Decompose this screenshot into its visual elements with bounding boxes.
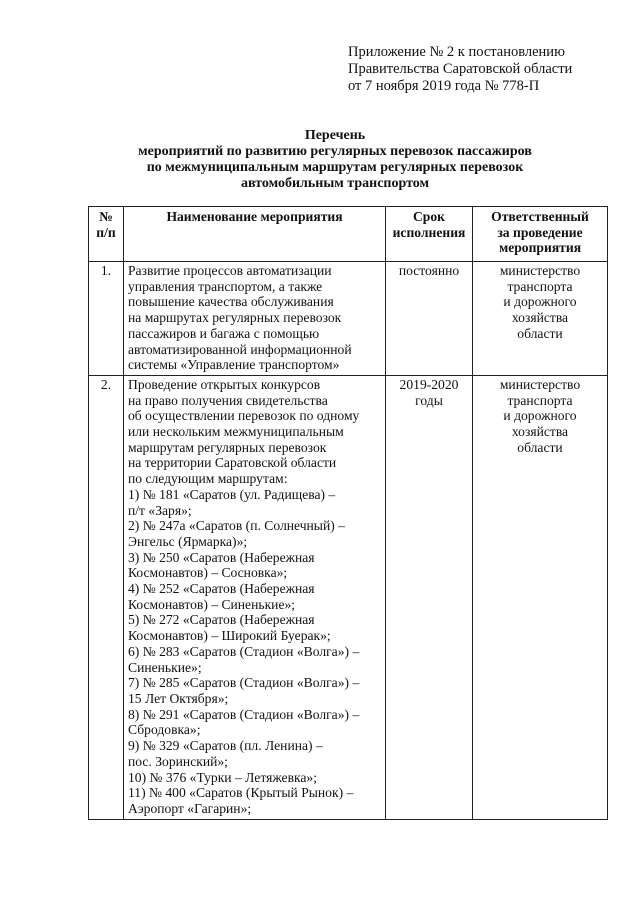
cell-line: Космонавтов) – Широкий Буерак»; bbox=[128, 628, 331, 644]
header-term bbox=[386, 207, 473, 262]
cell-line: 2) № 247а «Саратов (п. Солнечный) – bbox=[128, 518, 345, 534]
cell-line: на территории Саратовской области bbox=[128, 455, 337, 471]
cell-line: п/т «Заря»; bbox=[128, 502, 192, 518]
cell-line: постоянно bbox=[398, 263, 460, 278]
cell-line: на маршрутах регулярных перевозок bbox=[128, 310, 342, 326]
cell-line: Развитие процессов автоматизации bbox=[128, 263, 332, 278]
cell-line: Синенькие»; bbox=[128, 659, 202, 675]
cell-line: № bbox=[99, 209, 113, 224]
cell-line: годы bbox=[415, 392, 443, 408]
row-number: 2. bbox=[89, 375, 124, 819]
event-name bbox=[124, 262, 386, 376]
cell-line: области bbox=[517, 439, 563, 455]
title-line: мероприятий по развитию регулярных перевозок пассажиров bbox=[138, 144, 532, 159]
cell-line: 10) № 376 «Турки – Летяжевка»; bbox=[128, 769, 318, 785]
title-line: автомобильным транспортом bbox=[240, 176, 430, 191]
cell-line: хозяйства bbox=[511, 424, 569, 440]
document-title bbox=[100, 128, 570, 192]
cell-line: об осуществлении перевозок по одному bbox=[128, 408, 360, 424]
cell-line: 6) № 283 «Саратов (Стадион «Волга») – bbox=[128, 643, 360, 659]
cell-line: министерство bbox=[499, 376, 581, 392]
cell-line: 1) № 181 «Саратов (ул. Радищева) – bbox=[128, 486, 336, 502]
cell-line: автоматизированной информационной bbox=[128, 341, 352, 357]
cell-line: 5) № 272 «Саратов (Набережная bbox=[128, 612, 315, 628]
cell-line: Проведение открытых конкурсов bbox=[128, 376, 321, 392]
table-header-row bbox=[89, 207, 608, 262]
table-row bbox=[89, 262, 608, 376]
cell-line: 3) № 250 «Саратов (Набережная bbox=[128, 549, 315, 565]
cell-line: области bbox=[517, 325, 563, 341]
cell-line: Срок bbox=[412, 209, 445, 224]
cell-line: управления транспортом, а также bbox=[128, 278, 323, 294]
cell-line: системы «Управление транспортом» bbox=[128, 357, 340, 373]
event-responsible bbox=[473, 375, 608, 819]
cell-line: Наименование мероприятия bbox=[166, 209, 343, 224]
event-name bbox=[124, 375, 386, 819]
header-name bbox=[124, 207, 386, 262]
cell-line: Энгельс (Ярмарка)»; bbox=[128, 533, 248, 549]
annex-reference bbox=[348, 44, 572, 95]
header-responsible bbox=[473, 207, 608, 262]
cell-line: 15 Лет Октября»; bbox=[128, 690, 229, 706]
cell-line: по следующим маршрутам: bbox=[128, 471, 288, 487]
cell-line: 8) № 291 «Саратов (Стадион «Волга») – bbox=[128, 706, 360, 722]
cell-line: Космонавтов) – Синенькие»; bbox=[128, 596, 296, 612]
cell-line: Аэропорт «Гагарин»; bbox=[128, 800, 252, 816]
cell-line: пос. Зоринский»; bbox=[128, 753, 228, 769]
cell-line: Ответственный bbox=[491, 209, 589, 224]
cell-line: маршрутам регулярных перевозок bbox=[128, 439, 327, 455]
cell-line: транспорта bbox=[507, 392, 573, 408]
cell-line: на право получения свидетельства bbox=[128, 392, 328, 408]
table-row bbox=[89, 375, 608, 819]
event-responsible bbox=[473, 262, 608, 376]
event-term bbox=[386, 375, 473, 819]
cell-line: хозяйства bbox=[511, 310, 569, 326]
cell-line: исполнения bbox=[392, 224, 466, 240]
cell-line: транспорта bbox=[507, 278, 573, 294]
annex-line: от 7 ноября 2019 года № 778-П bbox=[348, 78, 540, 94]
cell-line: 4) № 252 «Саратов (Набережная bbox=[128, 581, 315, 597]
cell-line: Космонавтов) – Сосновка»; bbox=[128, 565, 288, 581]
cell-line: 9) № 329 «Саратов (пл. Ленина) – bbox=[128, 738, 323, 754]
title-line: по межмуниципальным маршрутам регулярных перевозок bbox=[146, 160, 524, 175]
cell-line: 7) № 285 «Саратов (Стадион «Волга») – bbox=[128, 675, 360, 691]
title-line: Перечень bbox=[304, 128, 366, 143]
events-table bbox=[88, 206, 608, 820]
annex-line: Приложение № 2 к постановлению bbox=[348, 44, 565, 60]
cell-line: и дорожного bbox=[503, 294, 577, 310]
row-number: 1. bbox=[89, 262, 124, 376]
cell-line: министерство bbox=[499, 263, 581, 278]
cell-line: 11) № 400 «Саратов (Крытый Рынок) – bbox=[128, 785, 354, 801]
header-num bbox=[89, 207, 124, 262]
cell-line: или нескольким межмуниципальным bbox=[128, 424, 344, 440]
cell-line: за проведение bbox=[497, 224, 583, 240]
cell-line: мероприятия bbox=[498, 240, 582, 256]
cell-line: 2019-2020 bbox=[399, 376, 459, 392]
event-term bbox=[386, 262, 473, 376]
cell-line: п/п bbox=[96, 224, 116, 240]
cell-line: пассажиров и багажа с помощью bbox=[128, 325, 320, 341]
cell-line: и дорожного bbox=[503, 408, 577, 424]
cell-line: Сбродовка»; bbox=[128, 722, 201, 738]
cell-line: повышение качества обслуживания bbox=[128, 294, 334, 310]
annex-line: Правительства Саратовской области bbox=[348, 61, 573, 77]
